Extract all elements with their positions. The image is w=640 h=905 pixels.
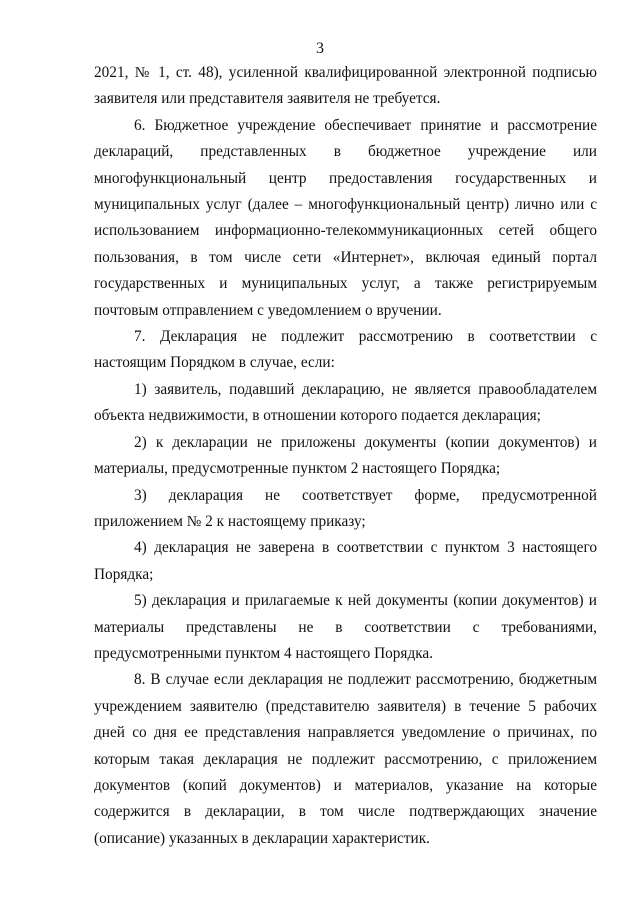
paragraph-7-item-3: 3) декларация не соответствует форме, предусмотренной приложением № 2 к настоящему приказу;: [94, 486, 597, 530]
paragraph-7-item-5: 5) декларация и прилагаемые к ней документы (копии документов) и материалы представлены не в соответствии с требованиями, предусмотренными пунктом 4 настоящего Порядка.: [94, 592, 597, 662]
page-number: 3: [316, 40, 324, 57]
paragraph-6: 6. Бюджетное учреждение обеспечивает принятие и рассмотрение деклараций, представленных в бюджетное учреждение или многофункциональный центр предоставления государственных и муниципальных услуг (далее – многофункциональный центр) лично или с использованием информационно-телекоммуникационных сетей общего пользования, в том числе сети «Интернет», включая единый портал государственных и муниципальных услуг, а также регистрируемым почтовым отправлением с уведомлением о вручении.: [94, 116, 597, 319]
paragraph-7-item-4: 4) декларация не заверена в соответствии с пунктом 3 настоящего Порядка;: [94, 539, 597, 583]
document-body: [94, 60, 597, 852]
paragraph-8: 8. В случае если декларация не подлежит рассмотрению, бюджетным учреждением заявителю (представителю заявителя) в течение 5 рабочих дней со дня ее представления направляется уведомление о причинах, по которым такая декларация не подлежит рассмотрению, с приложением документов (копий документов) и материалов, указание на которые содержится в декларации, в том числе подтверждающих значение (описание) указанных в декларации характеристик.: [94, 671, 597, 847]
paragraph-7: 7. Декларация не подлежит рассмотрению в соответствии с настоящим Порядком в случае, если:: [94, 328, 597, 372]
paragraph-7-item-2: 2) к декларации не приложены документы (копии документов) и материалы, предусмотренные пунктом 2 настоящего Порядка;: [94, 433, 597, 478]
paragraph-7-item-1: 1) заявитель, подавший декларацию, не является правообладателем объекта недвижимости, в отношении которого подается декларация;: [94, 380, 597, 425]
paragraph-continuation: 2021, № 1, ст. 48), усиленной квалифицированной электронной подписью заявителя или представителя заявителя не требуется.: [94, 64, 597, 108]
